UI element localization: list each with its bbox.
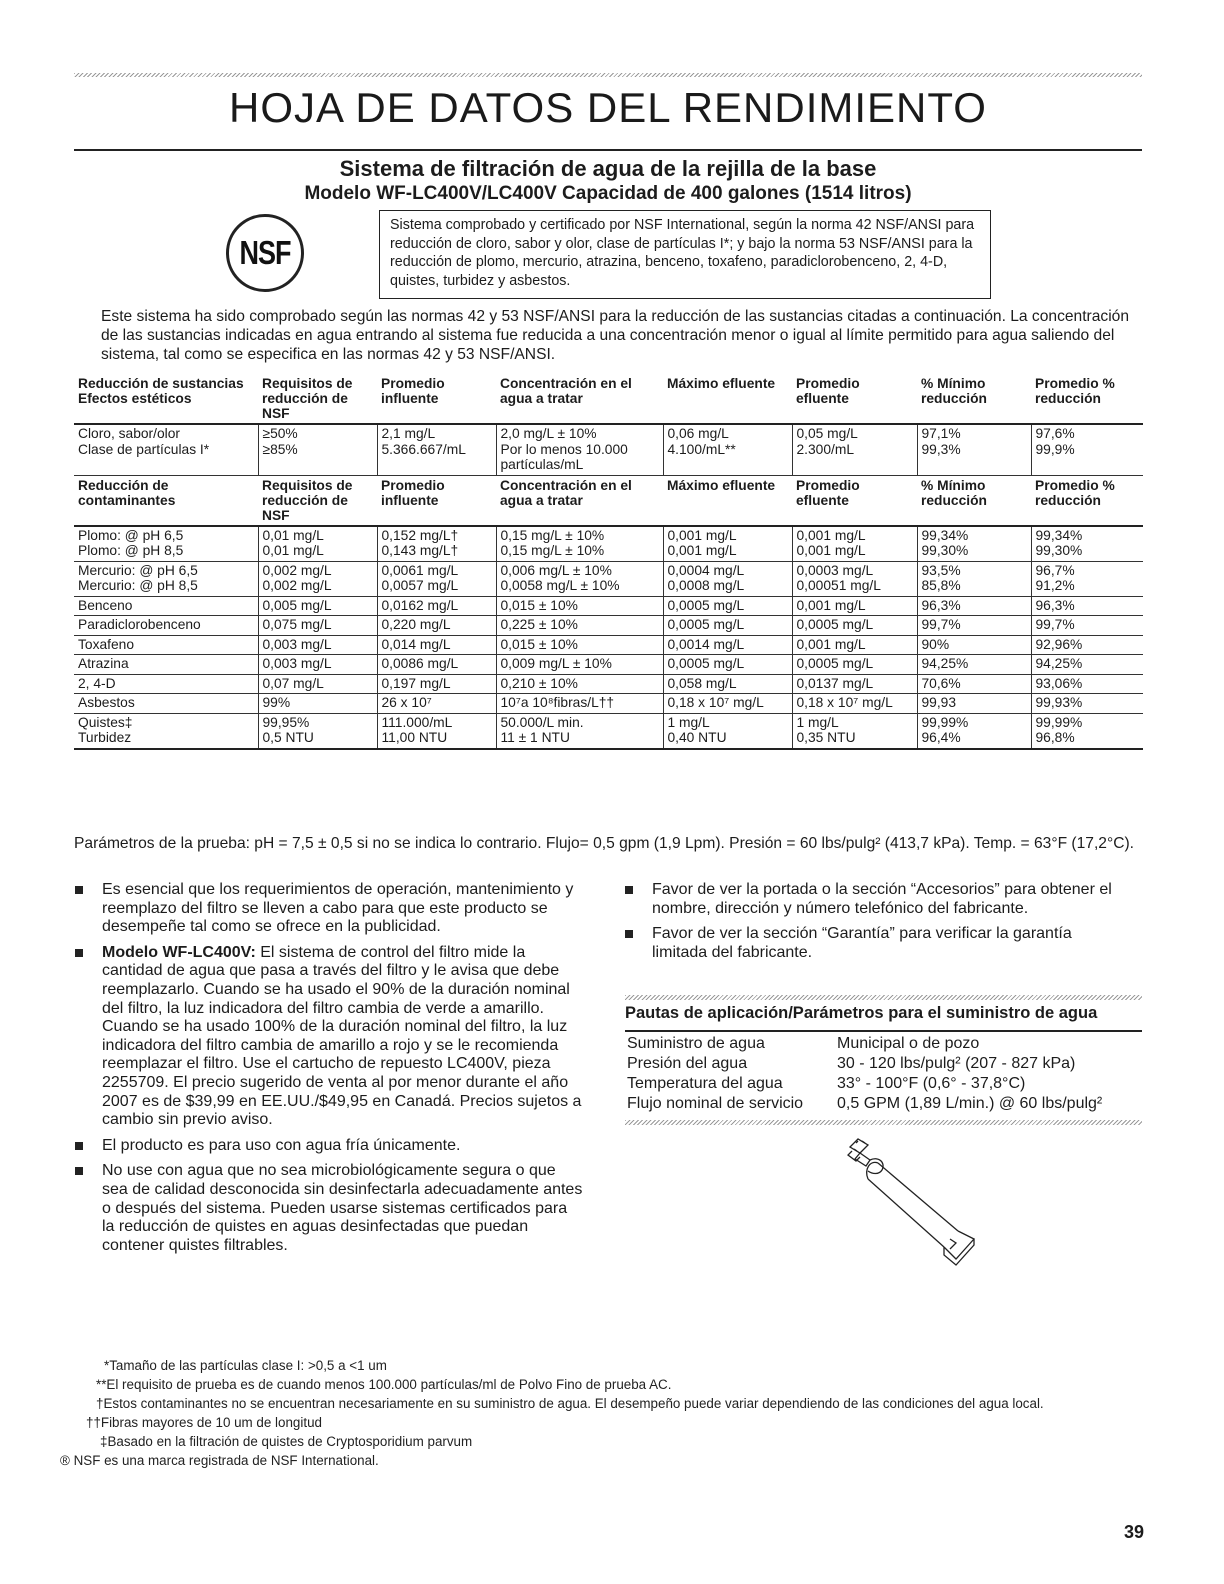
guidelines-hatch-bottom	[625, 1120, 1142, 1125]
table-cell: 70,6%	[917, 674, 1031, 694]
table-cell: 50.000/L min. 11 ± 1 NTU	[496, 713, 663, 749]
header-cell: % Mínimo reducción	[917, 374, 1031, 424]
table-cell: 93,5% 85,8%	[917, 561, 1031, 596]
table-cell: 99,34% 99,30%	[1031, 526, 1143, 562]
footnote-item: ® NSF es una marca registrada de NSF International.	[60, 1453, 379, 1468]
table-cell: ≥50% ≥85%	[258, 424, 377, 475]
bullet-item: Modelo WF-LC400V: El sistema de control del filtro mide la cantidad de agua que pasa a través del filtro y le avisa que debe reemplazarlo. Cuando se ha usado el 90% de la duración nominal del filtro, la luz indicadora del filtro cambia de verde a amarillo. Cuando se ha usado 100% de la duración nominal del filtro, la luz indicadora del filtro cambia de amarillo a rojo y se le recomienda reemplazar el filtro. Use el cartucho de repuesto LC400V, pieza 2255709. El precio sugerido de venta al por menor durante el año 2007 es de $39,99 en EE.UU./$49,95 en Canadá. Precios sujetos a cambio sin previo aviso.	[75, 944, 583, 1130]
table-cell: Toxafeno	[74, 635, 258, 655]
header-cell: Promedio % reducción	[1031, 475, 1143, 526]
table-cell: 0,07 mg/L	[258, 674, 377, 694]
table-cell: 1 mg/L 0,35 NTU	[792, 713, 917, 749]
table-cell: 97,6% 99,9%	[1031, 424, 1143, 475]
guideline-cell: Flujo nominal de servicio	[627, 1095, 804, 1112]
contaminant-header-row	[74, 475, 1143, 526]
bullet-item: Favor de ver la sección “Garantía” para verificar la garantía limitada del fabricante.	[625, 925, 1125, 962]
page-title: HOJA DE DATOS DEL RENDIMIENTO	[229, 84, 987, 131]
table-cell: 0,0005 mg/L	[663, 596, 792, 616]
table-cell: 0,002 mg/L 0,002 mg/L	[258, 561, 377, 596]
table-cell: 0,0137 mg/L	[792, 674, 917, 694]
table-cell: 0,0005 mg/L	[663, 655, 792, 675]
table-cell: 90%	[917, 635, 1031, 655]
right-bullet-list	[625, 881, 1125, 969]
table-cell: 0,06 mg/L 4.100/mL**	[663, 424, 792, 475]
table-cell: Benceno	[74, 596, 258, 616]
table-cell: Paradiclorobenceno	[74, 616, 258, 636]
header-cell: Promedio efluente	[792, 374, 917, 424]
table-cell: 92,96%	[1031, 635, 1143, 655]
guidelines-divider	[625, 1030, 1142, 1032]
footnote-item: ‡Basado en la filtración de quistes de Cryptosporidium parvum	[100, 1434, 473, 1449]
table-cell: 0,15 mg/L ± 10% 0,15 mg/L ± 10%	[496, 526, 663, 562]
table-cell: 0,058 mg/L	[663, 674, 792, 694]
table-cell: Cloro, sabor/olor Clase de partículas I*	[74, 424, 258, 475]
table-cell: 93,06%	[1031, 674, 1143, 694]
table-cell: 26 x 10⁷	[377, 694, 496, 714]
table-cell: 0,18 x 10⁷ mg/L	[663, 694, 792, 714]
guideline-row	[625, 1054, 1142, 1074]
guideline-row	[625, 1074, 1142, 1094]
table-cell: 97,1% 99,3%	[917, 424, 1031, 475]
guidelines-table	[625, 1034, 1142, 1114]
guideline-row	[625, 1094, 1142, 1114]
table-cell: 0,197 mg/L	[377, 674, 496, 694]
header-cell: Requisitos de reducción de NSF	[258, 475, 377, 526]
table-cell: 96,7% 91,2%	[1031, 561, 1143, 596]
header-cell: Máximo efluente	[663, 475, 792, 526]
table-cell: 99,93	[917, 694, 1031, 714]
footnote-item: **El requisito de prueba es de cuando menos 100.000 partículas/ml de Polvo Fino de prueba AC.	[96, 1377, 672, 1392]
table-row	[74, 694, 1143, 714]
page-number: 39	[1123, 1522, 1144, 1542]
certification-box: Sistema comprobado y certificado por NSF International, según la norma 42 NSF/ANSI para reducción de cloro, sabor y olor, clase de partículas I*; y bajo la norma 53 NSF/ANSI para la reducción de plomo, mercurio, atrazina, benceno, toxafeno, paradiclorobenceno, 2, 4-D, quistes, turbidez y asbestos.	[379, 210, 991, 299]
table-cell: 0,0005 mg/L	[792, 655, 917, 675]
intro-paragraph: Este sistema ha sido comprobado según las normas 42 y 53 NSF/ANSI para la reducción de las sustancias citadas a continuación. La concentración de las sustancias indicadas en agua entrando al sistema fue reducida a una concentración menor o igual al límite permitido para agua saliendo del sistema, tal como se especifica en las normas 42 y 53 NSF/ANSI.	[101, 308, 1130, 363]
table-cell: Mercurio: @ pH 6,5 Mercurio: @ pH 8,5	[74, 561, 258, 596]
table-cell: 99,34% 99,30%	[917, 526, 1031, 562]
left-bullet-list	[75, 881, 583, 1262]
table-cell: 0,210 ± 10%	[496, 674, 663, 694]
table-cell: 0,001 mg/L	[792, 635, 917, 655]
table-cell: 2,1 mg/L 5.366.667/mL	[377, 424, 496, 475]
table-cell: 96,3%	[917, 596, 1031, 616]
table-cell: 10⁷a 10⁸fibras/L††	[496, 694, 663, 714]
aesthetic-header-row	[74, 374, 1143, 424]
footnotes	[60, 1357, 1150, 1471]
table-cell: 1 mg/L 0,40 NTU	[663, 713, 792, 749]
table-cell: 0,001 mg/L	[792, 596, 917, 616]
bullet-item: El producto es para uso con agua fría únicamente.	[75, 1137, 583, 1156]
table-cell: 111.000/mL 11,00 NTU	[377, 713, 496, 749]
model-capacity: Modelo WF-LC400V/LC400V Capacidad de 400 galones (1514 litros)	[304, 183, 912, 204]
guideline-cell: Temperatura del agua	[627, 1075, 783, 1092]
guideline-cell: 30 - 120 lbs/pulg² (207 - 827 kPa)	[837, 1055, 1076, 1072]
footnote-item: *Tamaño de las partículas clase I: >0,5 a <1 um	[104, 1358, 387, 1373]
table-cell: 0,005 mg/L	[258, 596, 377, 616]
table-cell: Atrazina	[74, 655, 258, 675]
table-cell: Quistes‡ Turbidez	[74, 713, 258, 749]
table-cell: 0,015 ± 10%	[496, 635, 663, 655]
table-cell: 0,0005 mg/L	[663, 616, 792, 636]
table-cell: 0,001 mg/L 0,001 mg/L	[663, 526, 792, 562]
guidelines-title: Pautas de aplicación/Parámetros para el suministro de agua	[625, 1004, 1098, 1022]
table-cell: 0,225 ± 10%	[496, 616, 663, 636]
guidelines-hatch-top	[625, 995, 1142, 1000]
table-cell: 0,006 mg/L ± 10% 0,0058 mg/L ± 10%	[496, 561, 663, 596]
test-parameters: Parámetros de la prueba: pH = 7,5 ± 0,5 si no se indica lo contrario. Flujo= 0,5 gpm (1,9 Lpm). Presión = 60 lbs/pulg² (413,7 kPa). Temp. = 63°F (17,2°C).	[74, 835, 1135, 852]
header-cell: Concentración en el agua a tratar	[496, 374, 663, 424]
table-cell: 99,99% 96,8%	[1031, 713, 1143, 749]
table-cell: 96,3%	[1031, 596, 1143, 616]
header-cell: % Mínimo reducción	[917, 475, 1031, 526]
guideline-cell: Presión del agua	[627, 1055, 748, 1072]
table-cell: 99%	[258, 694, 377, 714]
table-cell: 0,152 mg/L† 0,143 mg/L†	[377, 526, 496, 562]
guideline-cell: Suministro de agua	[627, 1035, 765, 1052]
header-cell: Promedio % reducción	[1031, 374, 1143, 424]
bullet-item: No use con agua que no sea microbiológicamente segura o que sea de calidad desconocida sin desinfectarla adecuadamente antes o después del sistema. Pueden usarse sistemas certificados para la reducción de quistes en aguas desinfectadas que puedan contener quistes filtrables.	[75, 1162, 583, 1255]
table-cell: 0,05 mg/L 2.300/mL	[792, 424, 917, 475]
table-cell: 94,25%	[1031, 655, 1143, 675]
table-cell: 99,93%	[1031, 694, 1143, 714]
table-cell: 0,009 mg/L ± 10%	[496, 655, 663, 675]
guideline-cell: Municipal o de pozo	[837, 1035, 980, 1052]
table-cell: 0,01 mg/L 0,01 mg/L	[258, 526, 377, 562]
table-cell: 0,0061 mg/L 0,0057 mg/L	[377, 561, 496, 596]
table-cell: 2,0 mg/L ± 10% Por lo menos 10.000 partículas/mL	[496, 424, 663, 475]
header-cell: Requisitos de reducción de NSF	[258, 374, 377, 424]
table-cell: 0,075 mg/L	[258, 616, 377, 636]
table-cell: 0,220 mg/L	[377, 616, 496, 636]
table-row	[74, 424, 1143, 475]
nsf-logo-text: NSF	[239, 233, 291, 272]
table-cell: 99,7%	[1031, 616, 1143, 636]
bullet-item: Favor de ver la portada o la sección “Accesorios” para obtener el nombre, dirección y número telefónico del fabricante.	[625, 881, 1125, 918]
table-cell: 94,25%	[917, 655, 1031, 675]
header-cell: Concentración en el agua a tratar	[496, 475, 663, 526]
guideline-row	[625, 1034, 1142, 1054]
table-cell: 0,0162 mg/L	[377, 596, 496, 616]
table-cell: 0,003 mg/L	[258, 635, 377, 655]
header-cell: Máximo efluente	[663, 374, 792, 424]
table-row	[74, 713, 1143, 749]
table-cell: 0,014 mg/L	[377, 635, 496, 655]
header-cell: Promedio influente	[377, 374, 496, 424]
table-cell: Plomo: @ pH 6,5 Plomo: @ pH 8,5	[74, 526, 258, 562]
footnote-item: †Estos contaminantes no se encuentran necesariamente en su suministro de agua. El desempeño puede variar dependiendo de las condiciones del agua local.	[96, 1396, 1044, 1411]
table-cell: 0,0003 mg/L 0,00051 mg/L	[792, 561, 917, 596]
header-cell: Promedio influente	[377, 475, 496, 526]
table-cell: 99,99% 96,4%	[917, 713, 1031, 749]
header-cell: Promedio efluente	[792, 475, 917, 526]
table-cell: 99,7%	[917, 616, 1031, 636]
table-cell: 0,0005 mg/L	[792, 616, 917, 636]
table-row	[74, 616, 1143, 636]
top-hatched-rule	[74, 73, 1142, 77]
header-cell: Reducción de contaminantes	[74, 475, 258, 526]
table-cell: 2, 4-D	[74, 674, 258, 694]
table-cell: 0,0004 mg/L 0,0008 mg/L	[663, 561, 792, 596]
table-cell: 0,001 mg/L 0,001 mg/L	[792, 526, 917, 562]
table-row	[74, 561, 1143, 596]
table-cell: 0,0014 mg/L	[663, 635, 792, 655]
bullet-bold-label: Modelo WF-LC400V:	[102, 943, 256, 961]
performance-table	[74, 374, 1143, 750]
table-cell: 0,0086 mg/L	[377, 655, 496, 675]
table-row	[74, 635, 1143, 655]
table-row	[74, 526, 1143, 562]
footnote-item: ††Fibras mayores de 10 um de longitud	[86, 1415, 322, 1430]
table-cell: Asbestos	[74, 694, 258, 714]
table-cell: 99,95% 0,5 NTU	[258, 713, 377, 749]
guideline-cell: 33° - 100°F (0,6° - 37,8°C)	[837, 1075, 1026, 1092]
title-divider	[74, 149, 1142, 151]
table-row	[74, 596, 1143, 616]
header-cell: Reducción de sustancias Efectos estéticos	[74, 374, 258, 424]
table-row	[74, 655, 1143, 675]
subtitle: Sistema de filtración de agua de la rejilla de la base	[339, 156, 877, 181]
bullet-item: Es esencial que los requerimientos de operación, mantenimiento y reemplazo del filtro se lleven a cabo para que este producto se desempeñe tal como se ofrece en la publicidad.	[75, 881, 583, 937]
table-cell: 0,003 mg/L	[258, 655, 377, 675]
nsf-logo-icon	[226, 214, 304, 292]
guideline-cell: 0,5 GPM (1,89 L/min.) @ 60 lbs/pulg²	[837, 1095, 1103, 1112]
table-cell: 0,18 x 10⁷ mg/L	[792, 694, 917, 714]
filter-cartridge-illustration	[840, 1135, 985, 1275]
table-row	[74, 674, 1143, 694]
table-cell: 0,015 ± 10%	[496, 596, 663, 616]
